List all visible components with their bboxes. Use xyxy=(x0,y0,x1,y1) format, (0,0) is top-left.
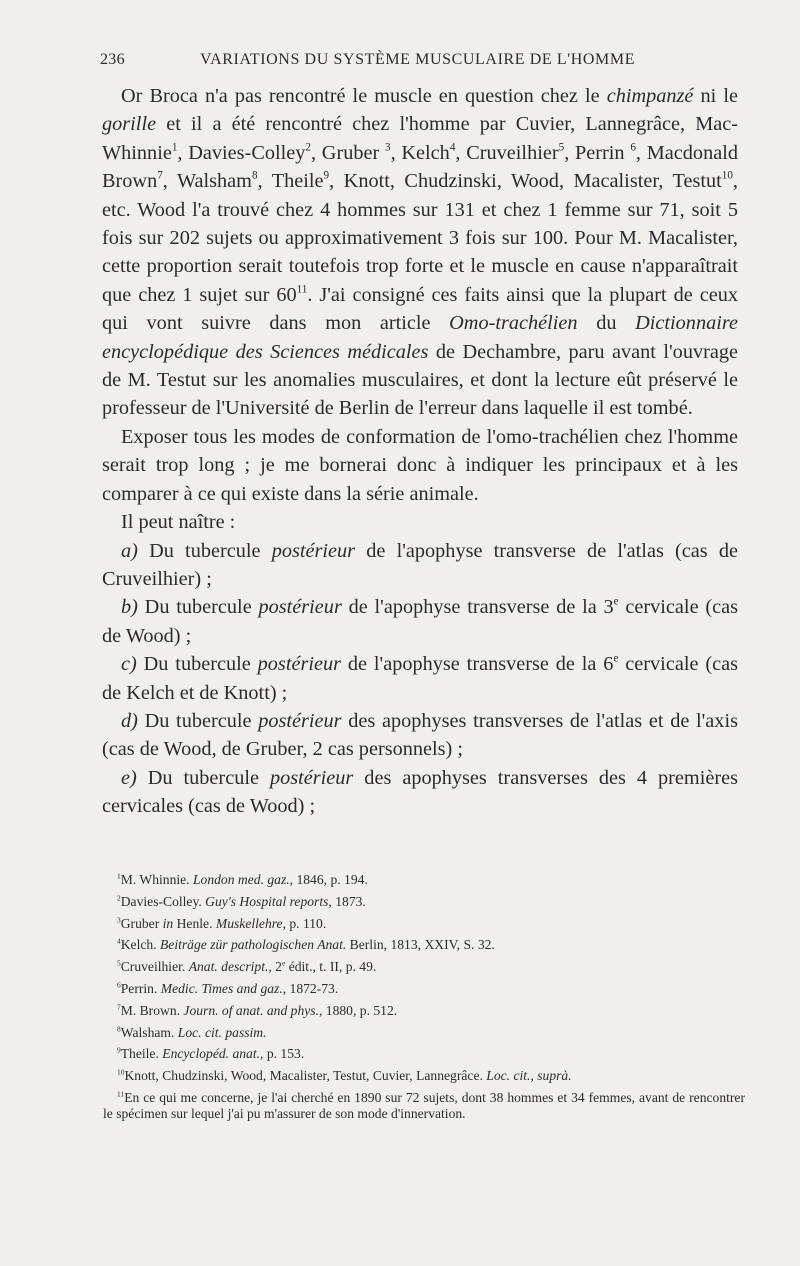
text-run: Cruveilhier. xyxy=(120,959,189,975)
footnote-number: 10 xyxy=(117,1067,125,1077)
text-run: Or Broca n'a pas rencontré le muscle en question chez le xyxy=(121,85,607,107)
italic-term: postérieur xyxy=(258,596,342,619)
paragraph-3: Il peut naître : xyxy=(121,511,236,534)
text-run: Berlin, 1813, XXIV, S. 32. xyxy=(346,937,495,953)
text-run: , Macdonald Brown xyxy=(102,141,738,193)
list-item xyxy=(102,650,738,707)
text-run: Du tubercule xyxy=(136,766,270,789)
text-run: , 1846, p. 194. xyxy=(289,872,368,887)
text-run: Du tubercule xyxy=(137,596,259,619)
text-run: de l'apophyse transverse de l'atlas (cas de Cruveilhier) ; xyxy=(102,539,738,590)
footnote-ref: 7 xyxy=(157,169,163,182)
ordinal-suffix: e xyxy=(281,958,286,968)
footnote-ref: 10 xyxy=(721,169,733,182)
footnote xyxy=(103,891,745,913)
text-run: , Perrin xyxy=(564,141,631,164)
footnote xyxy=(103,934,745,956)
text-run: Theile. xyxy=(120,1046,163,1062)
footnote-number: 1 xyxy=(117,871,121,881)
footnote xyxy=(103,956,745,978)
text-run: , Davies-Colley xyxy=(177,141,306,164)
text-run: , Walsham xyxy=(162,170,252,193)
text-run: Gruber xyxy=(120,915,163,931)
text-run: , Gruber xyxy=(310,141,385,164)
italic-term: Muskellehre xyxy=(215,915,283,931)
text-run: de l'apophyse transverse de la 3 xyxy=(341,596,614,619)
footnote-ref: 3 xyxy=(385,141,391,154)
italic-term: postérieur xyxy=(269,766,354,789)
footnote xyxy=(103,1090,745,1122)
item-label: a) xyxy=(121,539,138,562)
footnote xyxy=(103,1022,745,1044)
italic-term: Omo-trachélien xyxy=(449,312,578,335)
text-run: , 1873. xyxy=(328,893,366,909)
text-run: Knott, Chudzinski, Wood, Macalister, Testut, Cuvier, Lannegrâce. xyxy=(124,1068,487,1084)
body-text xyxy=(102,82,738,821)
footnotes xyxy=(103,869,745,1122)
text-run: , 1872-73. xyxy=(282,980,339,996)
italic-term: Loc. cit. passim. xyxy=(177,1024,267,1040)
footnote xyxy=(103,978,745,1000)
footnote xyxy=(103,913,745,935)
footnote-number: 6 xyxy=(117,980,121,990)
text-run: , Cruveilhier xyxy=(455,141,559,164)
footnote-ref: 1 xyxy=(171,141,178,154)
list-item xyxy=(102,593,738,650)
italic-term: Journ. of anat. and phys. xyxy=(183,1002,319,1018)
italic-term: London med. gaz. xyxy=(192,872,290,887)
page-number: 236 xyxy=(100,51,125,68)
text-run: Du tubercule xyxy=(136,653,258,676)
text-run: Walsham. xyxy=(120,1024,178,1040)
footnote-number: 9 xyxy=(117,1045,121,1055)
italic-term: gorille xyxy=(102,113,157,136)
footnote-number: 3 xyxy=(117,914,121,924)
italic-term: chimpanzé xyxy=(606,85,694,107)
ordinal-suffix: e xyxy=(613,652,619,665)
text-run: des apophyses transverses de l'atlas et de l'axis (cas de Wood, de Gruber, 2 cas personnels) ; xyxy=(102,709,738,761)
footnote-ref: 2 xyxy=(305,141,311,154)
ordinal-suffix: e xyxy=(613,595,619,608)
footnote-number: 2 xyxy=(117,893,121,903)
text-run: ni le xyxy=(693,85,738,107)
text-run: , 1880, p. 512. xyxy=(318,1002,398,1018)
text-run: Davies-Colley. xyxy=(120,893,206,909)
footnote-ref: 11 xyxy=(296,283,308,296)
italic-term: Loc. cit., suprà. xyxy=(486,1068,572,1084)
text-run: M. Brown. xyxy=(120,1002,184,1018)
text-run: , 2 xyxy=(268,959,282,975)
italic-term: Encyclopéd. anat. xyxy=(162,1046,261,1062)
list-item xyxy=(102,537,738,594)
text-run: , Kelch xyxy=(390,141,450,164)
italic-term: in xyxy=(162,915,174,931)
text-run: Henle. xyxy=(173,915,216,931)
italic-term: Guy's Hospital reports xyxy=(205,893,329,909)
footnote-number: 7 xyxy=(117,1002,121,1012)
italic-term: postérieur xyxy=(271,539,356,562)
text-run: et il a été rencontré chez l'homme par Cuvier, Lannegrâce, Mac-Whinnie xyxy=(102,113,738,164)
text-run: . J'ai consigné ces faits ainsi que la plupart de ceux qui vont suivre dans mon article xyxy=(102,283,738,335)
footnote xyxy=(103,1000,745,1022)
item-label: c) xyxy=(121,653,137,676)
footnote xyxy=(103,869,745,891)
text-run: édit., t. II, p. 49. xyxy=(285,959,377,975)
text-run: , Knott, Chudzinski, Wood, Macalister, Testut xyxy=(329,170,722,193)
footnote-ref: 9 xyxy=(323,169,330,182)
item-label: b) xyxy=(121,596,138,619)
text-run: Du tubercule xyxy=(137,709,259,732)
text-run: cervicale (cas de Kelch et de Knott) ; xyxy=(102,653,738,704)
text-run: Kelch. xyxy=(120,937,160,953)
italic-term: postérieur xyxy=(258,709,342,732)
text-run: En ce qui me concerne, je l'ai cherché en 1890 sur 72 sujets, dont 38 hommes et 34 femmes, avant de rencontrer le spécimen sur lequel j'ai pu m'assurer de son mode d'innervation. xyxy=(103,1089,745,1121)
item-label: e) xyxy=(121,766,137,789)
text-run: du xyxy=(577,312,636,335)
footnote-number: 4 xyxy=(117,936,121,946)
text-run: des apophyses transverses des 4 premières cervicales (cas de Wood) ; xyxy=(102,766,738,818)
text-run: Du tubercule xyxy=(137,539,272,562)
footnote-ref: 8 xyxy=(251,169,258,182)
text-run: Perrin. xyxy=(120,980,161,996)
item-label: d) xyxy=(121,709,138,732)
italic-term: Beiträge zür pathologischen Anat. xyxy=(160,937,347,953)
footnote-number: 8 xyxy=(117,1023,121,1033)
paragraph-1 xyxy=(102,82,738,423)
footnote-ref: 5 xyxy=(558,141,565,154)
list-item xyxy=(102,707,738,764)
text-run: de l'apophyse transverse de la 6 xyxy=(341,653,614,676)
text-run: , etc. Wood l'a trouvé chez 4 hommes sur 131 et chez 1 femme sur 71, soit 5 fois sur 202 sujets ou approximativement 3 fois sur 100. Pour M. Macalister, cette proportion serait toutefois trop forte et le muscle en cause n'apparaîtrait que chez 1 sujet sur 60 xyxy=(102,170,738,306)
italic-term: postérieur xyxy=(257,653,342,676)
italic-term: Anat. descript. xyxy=(188,959,269,975)
footnote xyxy=(103,1065,745,1087)
footnote-ref: 4 xyxy=(449,141,456,154)
italic-term: Medic. Times and gaz. xyxy=(160,980,283,996)
list-item xyxy=(102,764,738,821)
footnote-number: 5 xyxy=(117,958,121,968)
footnote-number: 11 xyxy=(117,1089,125,1099)
text-run: , p. 110. xyxy=(282,915,327,931)
page-header xyxy=(100,51,740,73)
text-run: , Theile xyxy=(257,170,324,193)
paragraph-2: Exposer tous les modes de conformation de l'omo-trachélien chez l'homme serait trop long ; je me bornerai donc à indiquer les principaux et à les comparer à ce qui existe dans la série animale. xyxy=(102,425,738,505)
text-run: M. Whinnie. xyxy=(120,872,193,887)
italic-term: Dictionnaire encyclopédique des Sciences médicales xyxy=(102,312,739,363)
text-run: de Dechambre, paru avant l'ouvrage de M. Testut sur les anomalies musculaires, et dont la lecture eût préservé le professeur de l'Université de Berlin de l'erreur dans laquelle il est tombé. xyxy=(102,340,738,420)
footnote-ref: 6 xyxy=(630,141,636,154)
running-head: VARIATIONS DU SYSTÈME MUSCULAIRE DE L'HOMME xyxy=(200,51,636,68)
text-run: , p. 153. xyxy=(260,1046,305,1062)
text-run: cervicale (cas de Wood) ; xyxy=(102,596,738,647)
footnote xyxy=(103,1043,745,1065)
